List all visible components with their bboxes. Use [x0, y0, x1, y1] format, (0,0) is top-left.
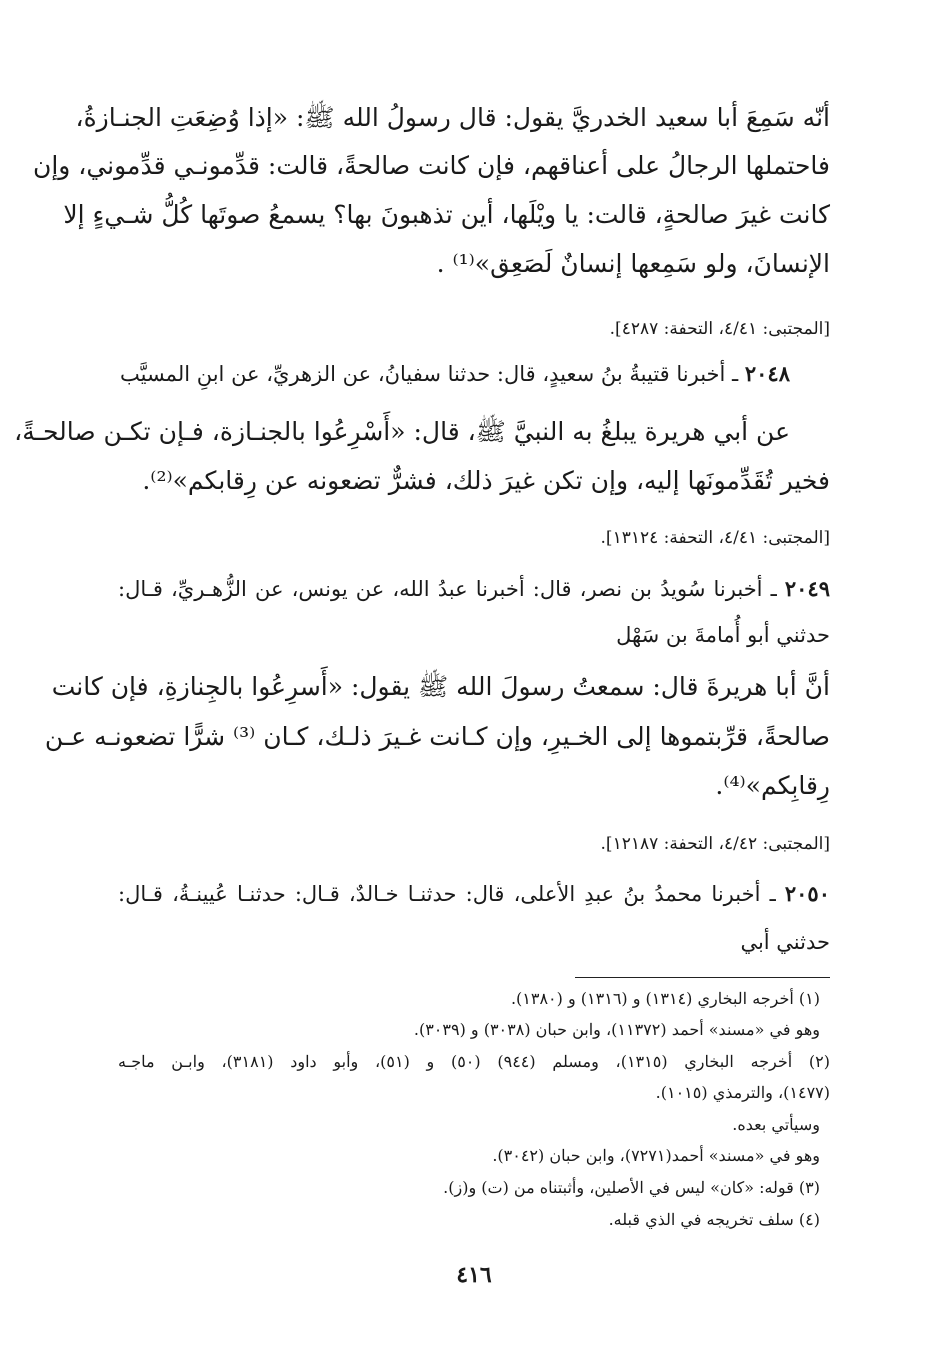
- footnote-2-musnad: وهو في «مسند» أحمد(٧٢٧١)، وابن حبان (٣٠٤٢).: [492, 1146, 820, 1165]
- footnote-1: (١) أخرجه البخاري (١٣١٤) و (١٣١٦) و (١٣٨٠).: [510, 989, 820, 1008]
- reference-2047: [المجتبى: ٤/٤١، التحفة: ٤٢٨٧].: [609, 319, 830, 339]
- reference-2048: [المجتبى: ٤/٤١، التحفة: ١٣١٢٤].: [600, 528, 830, 548]
- hadith-2049-isnad-2: حدثني أبو أُمامةَ بن سَهْل: [616, 623, 830, 647]
- hadith-2049-line-2: صالحةً، قرِّبتموها إلى الخـيرِ، وإن كـانت غـيرَ ذلـك، كـان ⁽³⁾ شرًّا تضعونـه عـن: [44, 722, 830, 751]
- hadith-number-2050: ٢٠٥٠: [784, 881, 830, 906]
- hadith-2050-isnad-2: حدثني أبي: [740, 930, 830, 954]
- hadith-2050-isnad: [118, 872, 830, 916]
- footnote-3: (٣) قوله: «كان» ليس في الأصلين، وأثبتناه من (ت) و(ز).: [443, 1178, 820, 1197]
- hadith-2050-isnad-text: ـ أخبرنا محمدُ بنُ عبدِ الأعلى، قال: حدثنـا خـالدٌ، قـال: حدثنـا عُيينـةُ، قـال:: [118, 882, 785, 906]
- hadith-2048-line-1: عن أبي هريرة يبلغُ به النبيَّ ﷺ، قال: «أَسْرِعُوا بالجنـازة، فـإن تكـن صالحـةً،: [14, 417, 790, 446]
- footnote-separator: [575, 977, 830, 978]
- reference-2049: [المجتبى: ٤/٤٢، التحفة: ١٢١٨٧].: [600, 834, 830, 854]
- hadith-number-2048: ٢٠٤٨: [744, 361, 790, 386]
- footnote-2: (٢) أخرجه البخاري (١٣١٥)، ومسلم (٩٤٤) (٥٠) و (٥١)، وأبو داود (٣١٨١)، وابـن ماجـه: [118, 1052, 831, 1071]
- footnote-4: (٤) سلف تخريجه في الذي قبله.: [608, 1210, 820, 1229]
- hadith-2049-line-1: أنَّ أبا هريرةَ قال: سمعتُ رسولَ الله ﷺ يقول: «أَسرِعُوا بالجِنازةِ، فإن كانت: [51, 672, 830, 701]
- hadith-number-2049: ٢٠٤٩: [784, 576, 830, 601]
- hadith-2049-isnad: [118, 567, 830, 611]
- hadith-2048-isnad-text: ـ أخبرنا قتيبةُ بنُ سعيدٍ، قال: حدثنا سفيانُ، عن الزهريِّ، عن ابنِ المسيَّب: [119, 362, 745, 386]
- intro-line-3: كانت غيرَ صالحةٍ، قالت: يا ويْلَها، أين تذهبونَ بها؟ يسمعُ صوتَها كُلُّ شـيءٍ إلا: [63, 200, 830, 229]
- page-number: ٤١٦: [456, 1262, 492, 1288]
- hadith-2048-isnad: [118, 352, 790, 396]
- footnote-2-cont: (١٤٧٧)، والترمذي (١٠١٥).: [655, 1083, 830, 1102]
- intro-line-4: الإنسانَ، ولو سَمِعها إنسانٌ لَصَعِق»⁽¹⁾ .: [436, 249, 830, 278]
- hadith-2048-line-2: فخير تُقَدِّمونَها إليه، وإن تكن غيرَ ذلك، فشرٌّ تضعونه عن رِقابكم»⁽²⁾.: [142, 466, 830, 495]
- footnote-2-see-next: وسيأتي بعده.: [732, 1115, 820, 1134]
- intro-line-2: فاحتملها الرجالُ على أعناقهم، فإن كانت صالحةً، قالت: قدِّمونـي قدِّموني، وإن: [32, 151, 830, 180]
- footnote-1-cont: وهو في «مسند» أحمد (١١٣٧٢)، وابن حبان (٣٠٣٨) و (٣٠٣٩).: [413, 1020, 820, 1039]
- hadith-2049-isnad-text: ـ أخبرنا سُويدُ بن نصر، قال: أخبرنا عبدُ الله، عن يونس، عن الزُّهـريِّ، قـال:: [118, 577, 785, 601]
- intro-line-1: أنّه سَمِعَ أبا سعيد الخدريَّ يقول: قال رسولُ الله ﷺ: «إذا وُضِعَتِ الجنـازةُ،: [75, 103, 830, 132]
- hadith-2049-line-3: رِقابِكم»⁽⁴⁾.: [715, 771, 830, 800]
